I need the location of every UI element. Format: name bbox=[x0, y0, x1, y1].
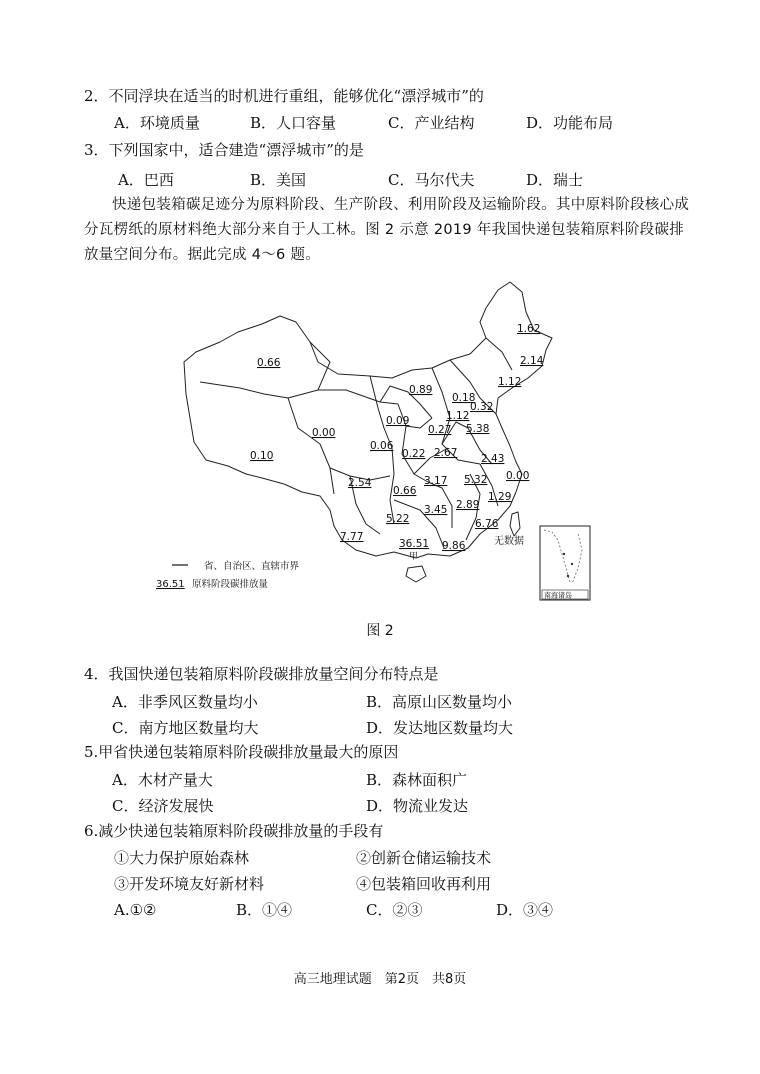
q6-statement-1: ①大力保护原始森林 bbox=[114, 849, 250, 867]
q3-option-d: D．瑞士 bbox=[526, 171, 584, 189]
map-legend bbox=[156, 560, 300, 590]
inset-label: 南海诸岛 bbox=[544, 591, 572, 600]
map-value-inner-mongolia: 0.89 bbox=[409, 384, 433, 396]
map-value-zhejiang: 1.29 bbox=[488, 491, 512, 503]
q6-statement-2: ②创新仓储运输技术 bbox=[356, 849, 492, 867]
intro-paragraph: 快递包装箱碳足迹分为原料阶段、生产阶段、利用阶段及运输阶段。其中原料阶段核心成分瓦楞纸的原材料绝大部分来自于人工林。图 2 示意 2019 年我国快递包装箱原料阶段碳排放量空间分布。据此完成 4～6 题。 bbox=[84, 197, 690, 263]
map-value-yunnan: 7.77 bbox=[340, 531, 364, 543]
map-value-liaoning: 1.12 bbox=[498, 376, 522, 388]
map-value-shaanxi: 0.22 bbox=[402, 448, 426, 460]
question-2-stem: 2．不同浮块在适当的时机进行重组，能够优化“漂浮城市”的 bbox=[84, 87, 484, 105]
question-4-stem: 4．我国快递包装箱原料阶段碳排放量空间分布特点是 bbox=[84, 665, 439, 683]
map-value-shanghai: 0.00 bbox=[506, 470, 530, 482]
q6-statement-4: ④包装箱回收再利用 bbox=[356, 875, 492, 893]
q2-option-b: B．人口容量 bbox=[250, 114, 337, 132]
legend-sample-value: 36.51 bbox=[156, 579, 185, 590]
q5-option-d: D．物流业发达 bbox=[366, 797, 469, 815]
map-value-guangxi: 36.51 bbox=[399, 538, 430, 550]
map-value-jiangsu: 2.43 bbox=[481, 453, 505, 465]
map-value-hebei: 1.12 bbox=[446, 410, 470, 422]
q4-option-a: A．非季风区数量均小 bbox=[112, 693, 258, 711]
map-value-shanxi: 0.27 bbox=[428, 424, 452, 436]
map-value-hubei: 3.17 bbox=[424, 475, 448, 487]
china-carbon-map bbox=[156, 278, 610, 603]
q6-option-b: B．①④ bbox=[236, 901, 293, 919]
q3-option-c: C．马尔代夫 bbox=[388, 171, 475, 189]
q6-option-c: C．②③ bbox=[366, 901, 423, 919]
q2-option-c: C．产业结构 bbox=[388, 114, 475, 132]
map-value-fujian: 6.76 bbox=[475, 518, 499, 530]
q4-option-c: C．南方地区数量均大 bbox=[112, 719, 259, 737]
map-value-chongqing: 0.66 bbox=[393, 485, 417, 497]
question-6-stem: 6.减少快递包装箱原料阶段碳排放量的手段有 bbox=[84, 822, 384, 840]
q3-option-b: B．美国 bbox=[250, 171, 307, 189]
question-5-stem: 5.甲省快递包装箱原料阶段碳排放量最大的原因 bbox=[84, 743, 399, 761]
q3-option-a: A．巴西 bbox=[118, 171, 174, 189]
q5-option-b: B．森林面积广 bbox=[366, 771, 468, 789]
question-3-stem: 3．下列国家中，适合建造“漂浮城市”的是 bbox=[84, 141, 364, 159]
map-value-tianjin: 0.32 bbox=[470, 401, 494, 413]
province-jia-marker: 甲 bbox=[409, 552, 419, 562]
map-value-jiangxi: 2.89 bbox=[456, 499, 480, 511]
map-value-ningxia: 0.09 bbox=[386, 415, 410, 427]
q4-option-b: B．高原山区数量均小 bbox=[366, 693, 513, 711]
map-value-guangdong: 9.86 bbox=[442, 540, 466, 552]
map-value-shandong: 5.38 bbox=[466, 423, 490, 435]
map-value-anhui: 5.32 bbox=[464, 474, 488, 486]
legend-boundary-text: 省、自治区、直辖市界 bbox=[204, 561, 300, 572]
map-value-xinjiang: 0.66 bbox=[257, 357, 281, 369]
map-value-henan: 2.67 bbox=[434, 447, 458, 459]
q6-option-a: A.①② bbox=[114, 901, 157, 919]
q5-option-c: C．经济发展快 bbox=[112, 797, 214, 815]
q2-option-a: A．环境质量 bbox=[114, 114, 200, 132]
south-china-sea-inset bbox=[540, 526, 590, 600]
map-value-hunan: 3.45 bbox=[424, 504, 448, 516]
map-value-jilin: 2.14 bbox=[520, 355, 544, 367]
map-value-heilongjiang: 1.62 bbox=[517, 323, 541, 335]
map-value-qinghai: 0.00 bbox=[312, 427, 336, 439]
q4-option-d: D．发达地区数量均大 bbox=[366, 719, 514, 737]
q6-option-d: D．③④ bbox=[496, 901, 554, 919]
q6-statement-3: ③开发环境友好新材料 bbox=[114, 875, 265, 893]
q2-option-d: D．功能布局 bbox=[526, 114, 614, 132]
figure-caption: 图 2 bbox=[366, 623, 394, 639]
map-value-beijing: 0.18 bbox=[452, 392, 476, 404]
page-footer: 高三地理试题 第2页 共8页 bbox=[293, 972, 467, 987]
legend-value-text: 原料阶段碳排放量 bbox=[192, 579, 269, 590]
map-value-guizhou: 5.22 bbox=[386, 513, 410, 525]
map-value-sichuan: 2.54 bbox=[348, 477, 372, 489]
q5-option-a: A．木材产量大 bbox=[112, 771, 213, 789]
map-value-labels bbox=[250, 323, 544, 562]
map-value-tibet: 0.10 bbox=[250, 450, 274, 462]
map-value-gansu: 0.06 bbox=[370, 440, 394, 452]
taiwan-no-data-label: 无数据 bbox=[494, 536, 524, 547]
